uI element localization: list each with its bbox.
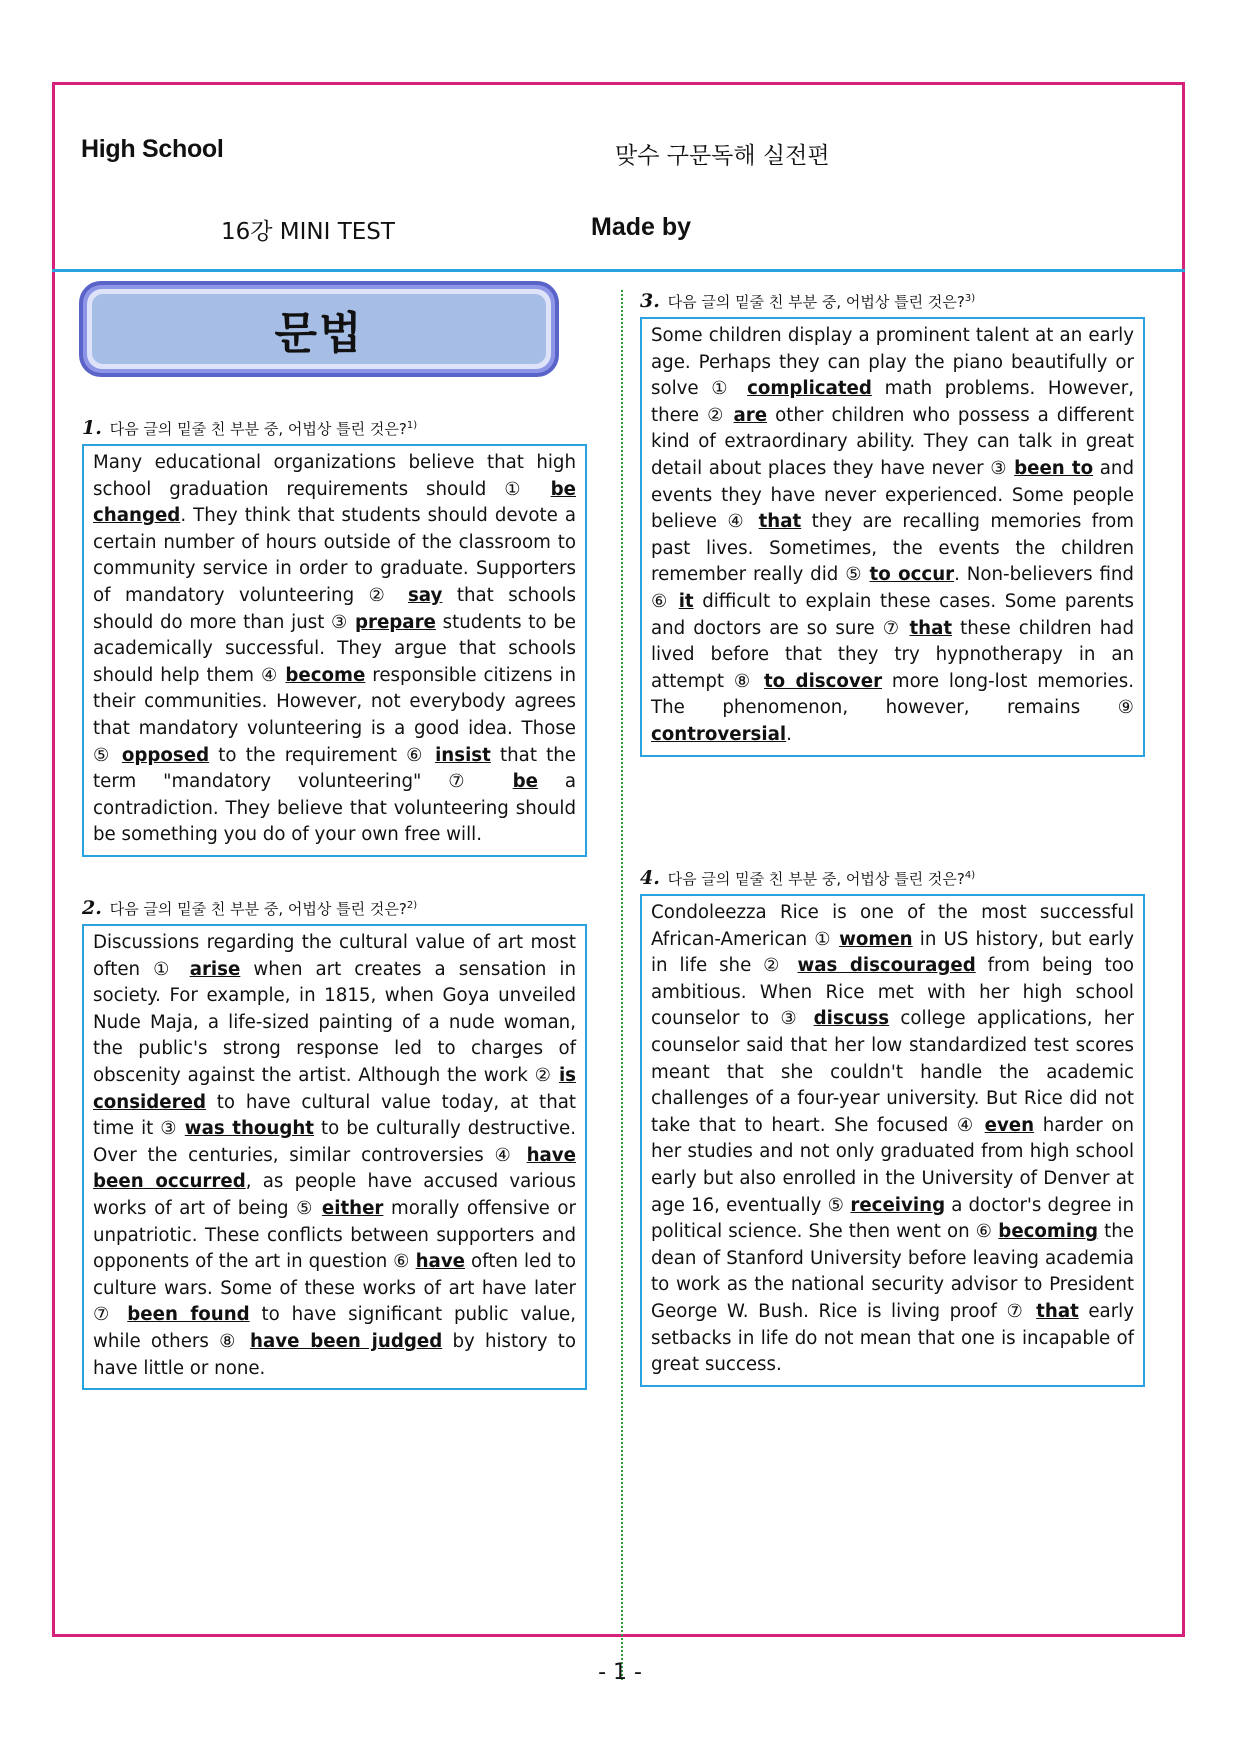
underlined-choice: become — [285, 664, 366, 686]
passage-text: Condoleezza Rice is one of the most successful African-American ① — [651, 902, 1134, 950]
passage-text: Discussions regarding the cultural value of art most often ① — [93, 932, 576, 980]
page-frame — [52, 82, 1185, 1637]
underlined-choice: women — [839, 928, 913, 950]
underlined-choice: that — [909, 617, 953, 639]
question-header — [82, 417, 587, 439]
passage-text: college applications, her counselor said that her low standardized test scores meant that she couldn't handle the academic challenges of a four-year university. But Rice did not take that to heart. She focused ④ — [651, 1008, 1134, 1136]
underlined-choice: have — [415, 1251, 466, 1273]
question-header — [82, 897, 587, 919]
passage-text: these children had lived before that they try hypnotherapy in an attempt ⑧ — [651, 617, 1134, 692]
school-label: High School — [81, 135, 224, 163]
question-prompt: 다음 글의 밑줄 친 부분 중, 어법상 틀린 것은? — [667, 870, 965, 888]
underlined-choice: was thought — [184, 1118, 314, 1140]
footnote-mark: 3) — [964, 293, 976, 304]
underlined-choice: that — [1036, 1300, 1079, 1322]
underlined-choice: been found — [127, 1304, 250, 1326]
underlined-choice: prepare — [354, 611, 436, 633]
made-by-label: Made by — [591, 213, 692, 241]
passage-text: . Non-believers find ⑥ — [651, 564, 1134, 612]
underlined-choice: is considered — [93, 1064, 576, 1113]
underlined-choice: arise — [189, 958, 241, 980]
question-number: 2. — [82, 897, 102, 919]
underlined-choice: discuss — [813, 1008, 890, 1030]
page-number: - 1 - — [598, 1660, 642, 1685]
underlined-choice: have been occurred — [93, 1144, 576, 1193]
underlined-choice: becoming — [998, 1221, 1099, 1243]
question-3 — [640, 290, 1145, 757]
passage-text: Some children display a prominent talent at an early age. Perhaps they can play the piano beautifully or solve ① — [651, 325, 1134, 400]
passage-text: often led to culture wars. Some of these works of art have later ⑦ — [93, 1251, 576, 1326]
passage-text: Many educational organizations believe that high school graduation requirements should ① — [93, 452, 576, 500]
passage-box — [640, 894, 1145, 1387]
passage-text: harder on her studies and not only graduated from high school early but also enrolled in the University of Denver at age 16, eventually ⑤ — [651, 1114, 1134, 1216]
footnote-mark: 1) — [406, 420, 418, 431]
footnote-mark: 2) — [406, 900, 418, 911]
section-title: 문법 — [92, 294, 546, 364]
passage-box — [640, 317, 1145, 757]
question-prompt: 다음 글의 밑줄 친 부분 중, 어법상 틀린 것은? — [109, 420, 407, 438]
underlined-choice: that — [758, 511, 802, 533]
passage-text: from being too ambitious. When Rice met with her high school counselor to ③ — [651, 955, 1134, 1030]
underlined-choice: say — [407, 584, 443, 606]
question-number: 4. — [640, 867, 660, 889]
question-number: 1. — [82, 417, 102, 439]
passage-text: and events they have never experienced. Some people believe ④ — [651, 457, 1134, 533]
underlined-choice: have been judged — [250, 1330, 443, 1352]
underlined-choice: to discover — [763, 670, 883, 692]
question-1 — [82, 417, 587, 857]
footnote-mark: 4) — [964, 870, 976, 881]
underlined-choice: either — [321, 1197, 384, 1219]
underlined-choice: complicated — [747, 378, 872, 400]
question-prompt: 다음 글의 밑줄 친 부분 중, 어법상 틀린 것은? — [109, 900, 407, 918]
underlined-choice: been to — [1014, 457, 1094, 479]
underlined-choice: are — [733, 404, 768, 426]
passage-text: a contradiction. They believe that volunteering should be something you do of your own free will. — [93, 771, 576, 846]
passage-text: by history to have little or none. — [93, 1330, 577, 1379]
underlined-choice: receiving — [850, 1194, 946, 1216]
passage-text: math problems. However, there ② — [651, 378, 1134, 426]
question-number: 3. — [640, 290, 660, 312]
underlined-choice: insist — [435, 744, 491, 766]
question-4 — [640, 867, 1145, 1387]
passage-text: more long-lost memories. The phenomenon, however, remains ⑨ — [651, 670, 1134, 719]
underlined-choice: was discouraged — [797, 955, 976, 977]
section-badge — [79, 281, 559, 377]
passage-text: . They think that students should devote a certain number of hours outside of the classroom to community service in order to graduate. Supporters of mandatory volunteering ② — [93, 505, 576, 606]
underlined-choice: be — [512, 771, 538, 793]
question-2 — [82, 897, 587, 1390]
passage-text: , as people have accused various works of art of being ⑤ — [93, 1171, 576, 1219]
passage-text: the dean of Stanford University before leaving academia to work as the national security advisor to President George W. Bush. Rice is living proof ⑦ — [651, 1221, 1134, 1322]
passage-text: other children who possess a different kind of extraordinary ability. They can talk in great detail about places they have never ③ — [651, 404, 1134, 479]
passage-text: to have significant public value, while others ⑧ — [93, 1304, 577, 1352]
question-header — [640, 290, 1145, 312]
column-divider — [621, 290, 623, 1680]
passage-box — [82, 924, 587, 1390]
passage-text: that schools should do more than just ③ — [93, 584, 576, 633]
passage-text: early setbacks in life do not mean that one is incapable of great success. — [651, 1300, 1134, 1376]
underlined-choice: controversial — [651, 723, 787, 745]
underlined-choice: be changed — [93, 478, 576, 527]
passage-text: students to be academically successful. They argue that schools should help them ④ — [93, 611, 576, 686]
underlined-choice: even — [984, 1114, 1035, 1136]
header-divider — [52, 269, 1185, 272]
passage-text: in US history, but early in life she ② — [651, 928, 1134, 977]
underlined-choice: to occur — [869, 564, 955, 586]
passage-text: a doctor's degree in political science. She then went on ⑥ — [651, 1194, 1134, 1243]
question-header — [640, 867, 1145, 889]
passage-text: difficult to explain these cases. Some parents and doctors are so sure ⑦ — [651, 590, 1135, 639]
passage-text: to the requirement ⑥ — [209, 744, 436, 766]
passage-text: to be culturally destructive. Over the centuries, similar controversies ④ — [93, 1118, 576, 1166]
passage-text: that the term "mandatory volunteering" ⑦ — [93, 744, 576, 793]
test-title: 16강 MINI TEST — [221, 219, 395, 245]
book-title: 맞수 구문독해 실전편 — [615, 143, 830, 169]
passage-text: morally offensive or unpatriotic. These conflicts between supporters and opponents of the art in question ⑥ — [93, 1197, 576, 1273]
passage-text: to have cultural value today, at that time it ③ — [93, 1091, 576, 1140]
passage-box — [82, 444, 587, 857]
passage-text: responsible citizens in their communities. However, not everybody agrees that mandatory volunteering is a good idea. Those ⑤ — [93, 664, 576, 766]
passage-text: . — [786, 723, 792, 745]
passage-text: they are recalling memories from past lives. Sometimes, the events the children remember really did ⑤ — [651, 511, 1134, 586]
underlined-choice: it — [678, 590, 694, 612]
underlined-choice: opposed — [121, 744, 210, 766]
passage-text: when art creates a sensation in society. For example, in 1815, when Goya unveiled Nude Maja, a life-sized painting of a nude woman, the public's strong response led to charges of obscenity against the artist. Although the work ② — [93, 958, 576, 1086]
question-prompt: 다음 글의 밑줄 친 부분 중, 어법상 틀린 것은? — [667, 293, 965, 311]
